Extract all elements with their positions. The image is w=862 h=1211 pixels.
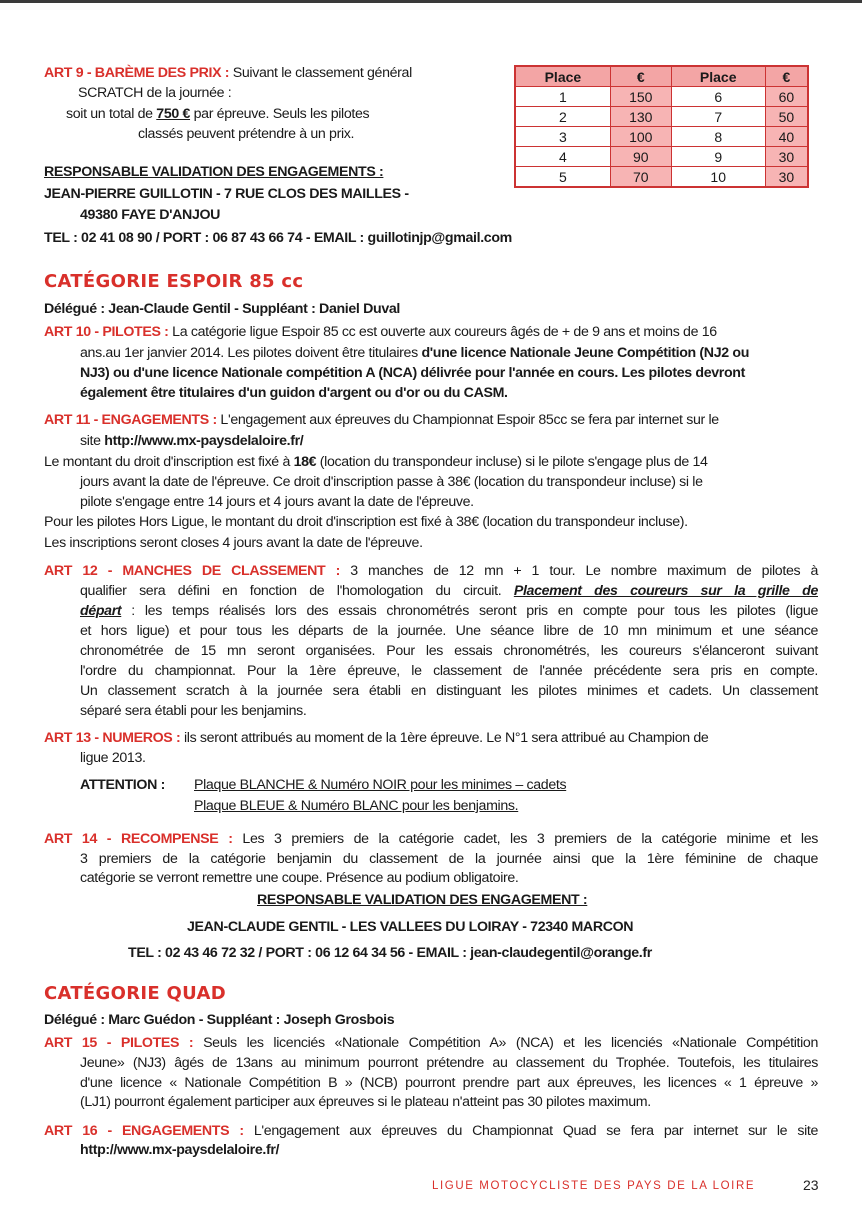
prize-amount-cell: 100 bbox=[610, 127, 671, 147]
art12-label: ART 12 - MANCHES DE CLASSEMENT : bbox=[44, 563, 340, 579]
art15-line3: d'une licence « Nationale Compétition B » (NCB) pourront prendre part aux épreuves, les licences « 1 épreuve » bbox=[80, 1075, 818, 1091]
art9-line4: classés peuvent prétendre à un prix. bbox=[138, 126, 355, 142]
art16-line1: ART 16 - ENGAGEMENTS : L'engagement aux épreuves du Championnat Quad se fera par internet sur le site bbox=[44, 1123, 818, 1139]
art11-line1: ART 11 - ENGAGEMENTS : L'engagement aux épreuves du Championnat Espoir 85cc se fera par internet sur le bbox=[44, 412, 719, 428]
art12-line2: qualifier sera défini en fonction de l'homologation du circuit. Placement des coureurs sur la grille de bbox=[80, 583, 818, 599]
validation1-contact: TEL : 02 41 08 90 / PORT : 06 87 43 66 74 - EMAIL : guillotinjp@gmail.com bbox=[44, 230, 512, 246]
prize-amount-cell: 150 bbox=[610, 87, 671, 107]
prize-place-cell: 5 bbox=[515, 167, 610, 188]
prize-table-header-cell: Place bbox=[515, 66, 610, 87]
prize-amount-cell: 60 bbox=[765, 87, 808, 107]
art14-line2: 3 premiers de la catégorie benjamin du classement de la journée ainsi que la 1ère féminine de chaque bbox=[80, 851, 818, 867]
montant-line2: jours avant la date de l'épreuve. Ce droit d'inscription passe à 38€ (location du transpondeur incluse) si le bbox=[80, 474, 703, 490]
validation1-address: JEAN-PIERRE GUILLOTIN - 7 RUE CLOS DES MAILLES - bbox=[44, 186, 409, 202]
art10-line2: ans.au 1er janvier 2014. Les pilotes doivent être titulaires d'une licence Nationale Jeune Compétition (NJ2 ou bbox=[80, 345, 750, 361]
prize-table bbox=[514, 65, 809, 188]
validation2-contact: TEL : 02 43 46 72 32 / PORT : 06 12 64 34 56 - EMAIL : jean-claudegentil@orange.fr bbox=[128, 945, 652, 961]
prize-table-header-cell: € bbox=[610, 66, 671, 87]
prize-amount-cell: 130 bbox=[610, 107, 671, 127]
prize-place-cell: 7 bbox=[671, 107, 765, 127]
prize-table-row bbox=[515, 167, 808, 188]
page-number: 23 bbox=[803, 1177, 819, 1193]
art12-line7: Un classement scratch à la journée sera établi en distinguant les pilotes minimes et cadets. Un classement bbox=[80, 683, 818, 699]
prize-table-body bbox=[515, 87, 808, 188]
art15-line1: ART 15 - PILOTES : Seuls les licenciés «Nationale Compétition A» (NCA) et les licenciés «Nationale Compétition bbox=[44, 1035, 818, 1051]
category-title-espoir: CATÉGORIE ESPOIR 85 cc bbox=[44, 271, 304, 292]
attention-label: ATTENTION : bbox=[80, 777, 165, 793]
art13-label: ART 13 - NUMEROS : bbox=[44, 730, 181, 746]
prize-table-row bbox=[515, 87, 808, 107]
art12-line1: ART 12 - MANCHES DE CLASSEMENT : 3 manches de 12 mn + 1 tour. Le nombre maximum de pilotes à bbox=[44, 563, 819, 579]
prize-amount-cell: 70 bbox=[610, 167, 671, 188]
art12-line8: séparé sera établi pour les benjamins. bbox=[80, 703, 307, 719]
art9-label: ART 9 - BARÈME DES PRIX : bbox=[44, 65, 230, 81]
art13-line2: ligue 2013. bbox=[80, 750, 146, 766]
art11-label: ART 11 - ENGAGEMENTS : bbox=[44, 412, 217, 428]
art9-line1: ART 9 - BARÈME DES PRIX : Suivant le classement général bbox=[44, 65, 412, 81]
prize-place-cell: 9 bbox=[671, 147, 765, 167]
art10-line3: NJ3) ou d'une licence Nationale compétition A (NCA) délivrée pour l'année en cours. Les pilotes devront bbox=[80, 365, 745, 381]
prize-table-row bbox=[515, 147, 808, 167]
prize-table-row bbox=[515, 127, 808, 147]
prize-table-row bbox=[515, 107, 808, 127]
validation2-address: JEAN-CLAUDE GENTIL - LES VALLEES DU LOIRAY - 72340 MARCON bbox=[187, 919, 634, 935]
prize-amount-cell: 50 bbox=[765, 107, 808, 127]
prize-table-header bbox=[515, 66, 808, 87]
prize-place-cell: 3 bbox=[515, 127, 610, 147]
prize-place-cell: 6 bbox=[671, 87, 765, 107]
art9-line2: SCRATCH de la journée : bbox=[78, 85, 232, 101]
prize-amount-cell: 40 bbox=[765, 127, 808, 147]
prize-place-cell: 10 bbox=[671, 167, 765, 188]
prize-place-cell: 8 bbox=[671, 127, 765, 147]
top-rule bbox=[0, 0, 862, 3]
closes-line: Les inscriptions seront closes 4 jours avant la date de l'épreuve. bbox=[44, 535, 423, 551]
art16-label: ART 16 - ENGAGEMENTS : bbox=[44, 1123, 244, 1139]
art14-line3: catégorie se verront remettre une coupe. Présence au podium obligatoire. bbox=[80, 870, 519, 886]
art10-line1: ART 10 - PILOTES : La catégorie ligue Espoir 85 cc est ouverte aux coureurs âgés de + de 9 ans et moins de 16 bbox=[44, 324, 717, 340]
espoir-url-link[interactable]: http://www.mx-paysdelaloire.fr/ bbox=[104, 433, 304, 449]
quad-delegate: Délégué : Marc Guédon - Suppléant : Joseph Grosbois bbox=[44, 1012, 395, 1028]
prize-place-cell: 4 bbox=[515, 147, 610, 167]
montant-line3: pilote s'engage entre 14 jours et 4 jours avant la date de l'épreuve. bbox=[80, 494, 474, 510]
espoir-delegate: Délégué : Jean-Claude Gentil - Suppléant : Daniel Duval bbox=[44, 301, 400, 317]
attention-line1: Plaque BLANCHE & Numéro NOIR pour les minimes – cadets bbox=[194, 777, 567, 793]
quad-url-link[interactable]: http://www.mx-paysdelaloire.fr/ bbox=[80, 1142, 280, 1158]
art12-line6: l'ordre du championnat. Pour la 1ère épreuve, le classement de l'année précédente sera pris en compte. bbox=[80, 663, 818, 679]
art15-line2: Jeune» (NJ3) âgés de 13ans au minimum pourront prétendre au classement du Trophée. Toutefois, les titulaires bbox=[80, 1055, 818, 1071]
art9-line3: soit un total de 750 € par épreuve. Seuls les pilotes bbox=[66, 106, 370, 122]
prize-place-cell: 2 bbox=[515, 107, 610, 127]
montant-line1: Le montant du droit d'inscription est fixé à 18€ (location du transpondeur incluse) si le pilote s'engage plus de 14 bbox=[44, 454, 708, 470]
validation1-city: 49380 FAYE D'ANJOU bbox=[80, 207, 221, 223]
art15-label: ART 15 - PILOTES : bbox=[44, 1035, 194, 1051]
art14-label: ART 14 - RECOMPENSE : bbox=[44, 831, 233, 847]
prize-place-cell: 1 bbox=[515, 87, 610, 107]
prize-amount-cell: 90 bbox=[610, 147, 671, 167]
art15-line4: (LJ1) pourront également participer aux épreuves si le plateau n'atteint pas 30 pilotes maximum. bbox=[80, 1094, 651, 1110]
art14-line1: ART 14 - RECOMPENSE : Les 3 premiers de la catégorie cadet, les 3 premiers de la catégorie minime et les bbox=[44, 831, 818, 847]
art12-line4: et hors ligue) et pour tous les départs de la journée. Une séance libre de 10 mn minimum et une séance bbox=[80, 623, 818, 639]
art12-line3: départ : les temps réalisés lors des essais chronométrés seront pris en compte pour tous les pilotes (ligue bbox=[80, 603, 818, 619]
validation2-title: RESPONSABLE VALIDATION DES ENGAGEMENT : bbox=[257, 892, 588, 908]
validation1-title: RESPONSABLE VALIDATION DES ENGAGEMENTS : bbox=[44, 164, 384, 180]
prize-table-header-cell: € bbox=[765, 66, 808, 87]
prize-amount-cell: 30 bbox=[765, 167, 808, 188]
footer-league-name: LIGUE MOTOCYCLISTE DES PAYS DE LA LOIRE bbox=[432, 1180, 756, 1192]
art9-amount: 750 € bbox=[156, 106, 191, 122]
art11-line2: site http://www.mx-paysdelaloire.fr/ bbox=[80, 433, 304, 449]
art12-line5: chronométrée de 15 mn seront organisées. Pour les essais chronométrés, les coureurs s'élanceront suivant bbox=[80, 643, 818, 659]
prize-table-header-cell: Place bbox=[671, 66, 765, 87]
category-title-quad: CATÉGORIE QUAD bbox=[44, 983, 226, 1004]
prize-amount-cell: 30 bbox=[765, 147, 808, 167]
attention-line2: Plaque BLEUE & Numéro BLANC pour les benjamins. bbox=[194, 798, 519, 814]
art10-line4: également être titulaires d'un guidon d'argent ou d'or ou du CASM. bbox=[80, 385, 508, 401]
horsligue-line: Pour les pilotes Hors Ligue, le montant du droit d'inscription est fixé à 38€ (location du transpondeur incluse). bbox=[44, 514, 688, 530]
art13-line1: ART 13 - NUMEROS : ils seront attribués au moment de la 1ère épreuve. Le N°1 sera attribué au Champion de bbox=[44, 730, 709, 746]
art10-label: ART 10 - PILOTES : bbox=[44, 324, 169, 340]
